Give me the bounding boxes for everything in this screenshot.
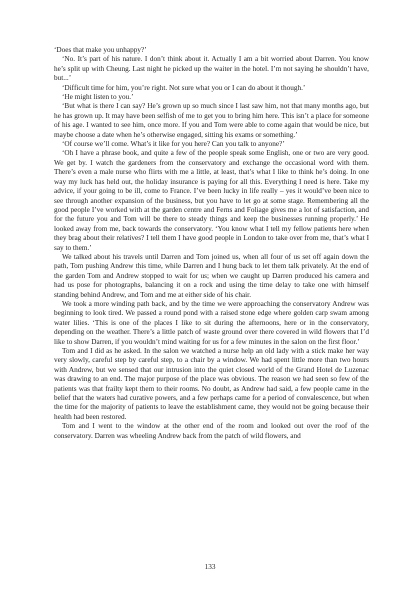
paragraph-9: We took a more winding path back, and by the time we were approaching the conservatory Andrew was beginning to look tired. We passed a round pond with a raised stone edge where golden carp swam among water lilies. ‘This is one of the places I like to sit during the afternoons, here or in the conservatory, depending on the weather. There’s a little patch of waste ground over there covered in wild flowers that I’d like to show Darren, if you wouldn’t mind waiting for us for a few minutes in the salon on the first floor.’ (54, 299, 369, 346)
page-number: 133 (204, 563, 216, 571)
paragraph-2: ‘No. It’s part of his nature. I don’t think about it. Actually I am a bit worried about Darren. You know he’s split up with Cheung. Last night he picked up the waiter in the hotel. I’m not saying he shouldn’t have, but...’ (54, 55, 369, 83)
paragraph-1: ‘Does that make you unhappy?’ (54, 46, 147, 54)
paragraph-7: ‘Oh I have a phrase book, and quite a few of the people speak some English, one or two are very good. We get by. I watch the gardeners from the conservatory and exchange the occasional word with them. There’s even a male nurse who flirts with me a little, at least, that’s what I like to think he’s doing. In one way my luck has held out, the holiday insurance is paying for all this. Everything I need is here. Take my advice, if your going to be ill, come to France. I’ve been lucky in life really – yes it would’ve been nice to see through another expansion of the business, but you have to let go at some stage. Remembering all the good people I’ve worked with at the garden centre and Ferns and Foliage gives me a lot of satisfaction, and for the future you and Tom will be there to steady things and keep the businesses running properly.’ He looked away from me, back towards the conservatory. ‘You know what I tell my fellow patients here when they brag about their relatives? I tell them I have good people in London to take over from me, that’s what I say to them.’ (54, 149, 369, 252)
paragraph-11: Tom and I went to the window at the other end of the room and looked out over the roof of the conservatory. Darren was wheeling Andrew back from the patch of wild flowers, and (54, 422, 369, 440)
book-page-text (54, 46, 369, 441)
paragraph-8: We talked about his travels until Darren and Tom joined us, when all four of us set off again down the path, Tom pushing Andrew this time, while Darren and I hung back to let them talk privately. At the end of the garden Tom and Andrew stopped to wait for us; when we caught up Darren produced his camera and had us pose for photographs, balancing it on a rock and using the time delay to take one with himself standing behind Andrew, and Tom and me at either side of his chair. (54, 252, 369, 299)
paragraph-10: Tom and I did as he asked. In the salon we watched a nurse help an old lady with a stick make her way very slowly, careful step by careful step, to a chair by a window. We had spent little more than two hours with Andrew, but we sensed that our intrusion into the quiet closed world of the Grand Hotel de Luzenac was drawing to an end. The major purpose of the place was obvious. The reason we had seen so few of the patients was that frailty kept them to their rooms. No doubt, as Andrew had said, a few people came in the belief that the waters had curative powers, and a few perhaps came for a period of convalescence, but when the time for the majority of patients to leave the establishment came, they would not be going because their health had been restored. (54, 347, 369, 421)
paragraph-4: ‘He might listen to you.’ (62, 93, 134, 102)
paragraph-6: ‘Of course we’ll come. What’s it like for you here? Can you talk to anyone?’ (62, 140, 285, 149)
paragraph-5: ‘But what is there I can say? He’s grown up so much since I last saw him, not that many months ago, but he has grown up. It may have been selfish of me to get you to bring him here. This isn’t a place for someone of his age. I wanted to see him, once more. If you and Tom were able to come again that would be nice, but maybe choose a date when he’s otherwise engaged, sitting his exams or something.’ (54, 102, 369, 139)
paragraph-3: ‘Difficult time for him, you’re right. Not sure what you or I can do about it though.’ (62, 83, 306, 92)
